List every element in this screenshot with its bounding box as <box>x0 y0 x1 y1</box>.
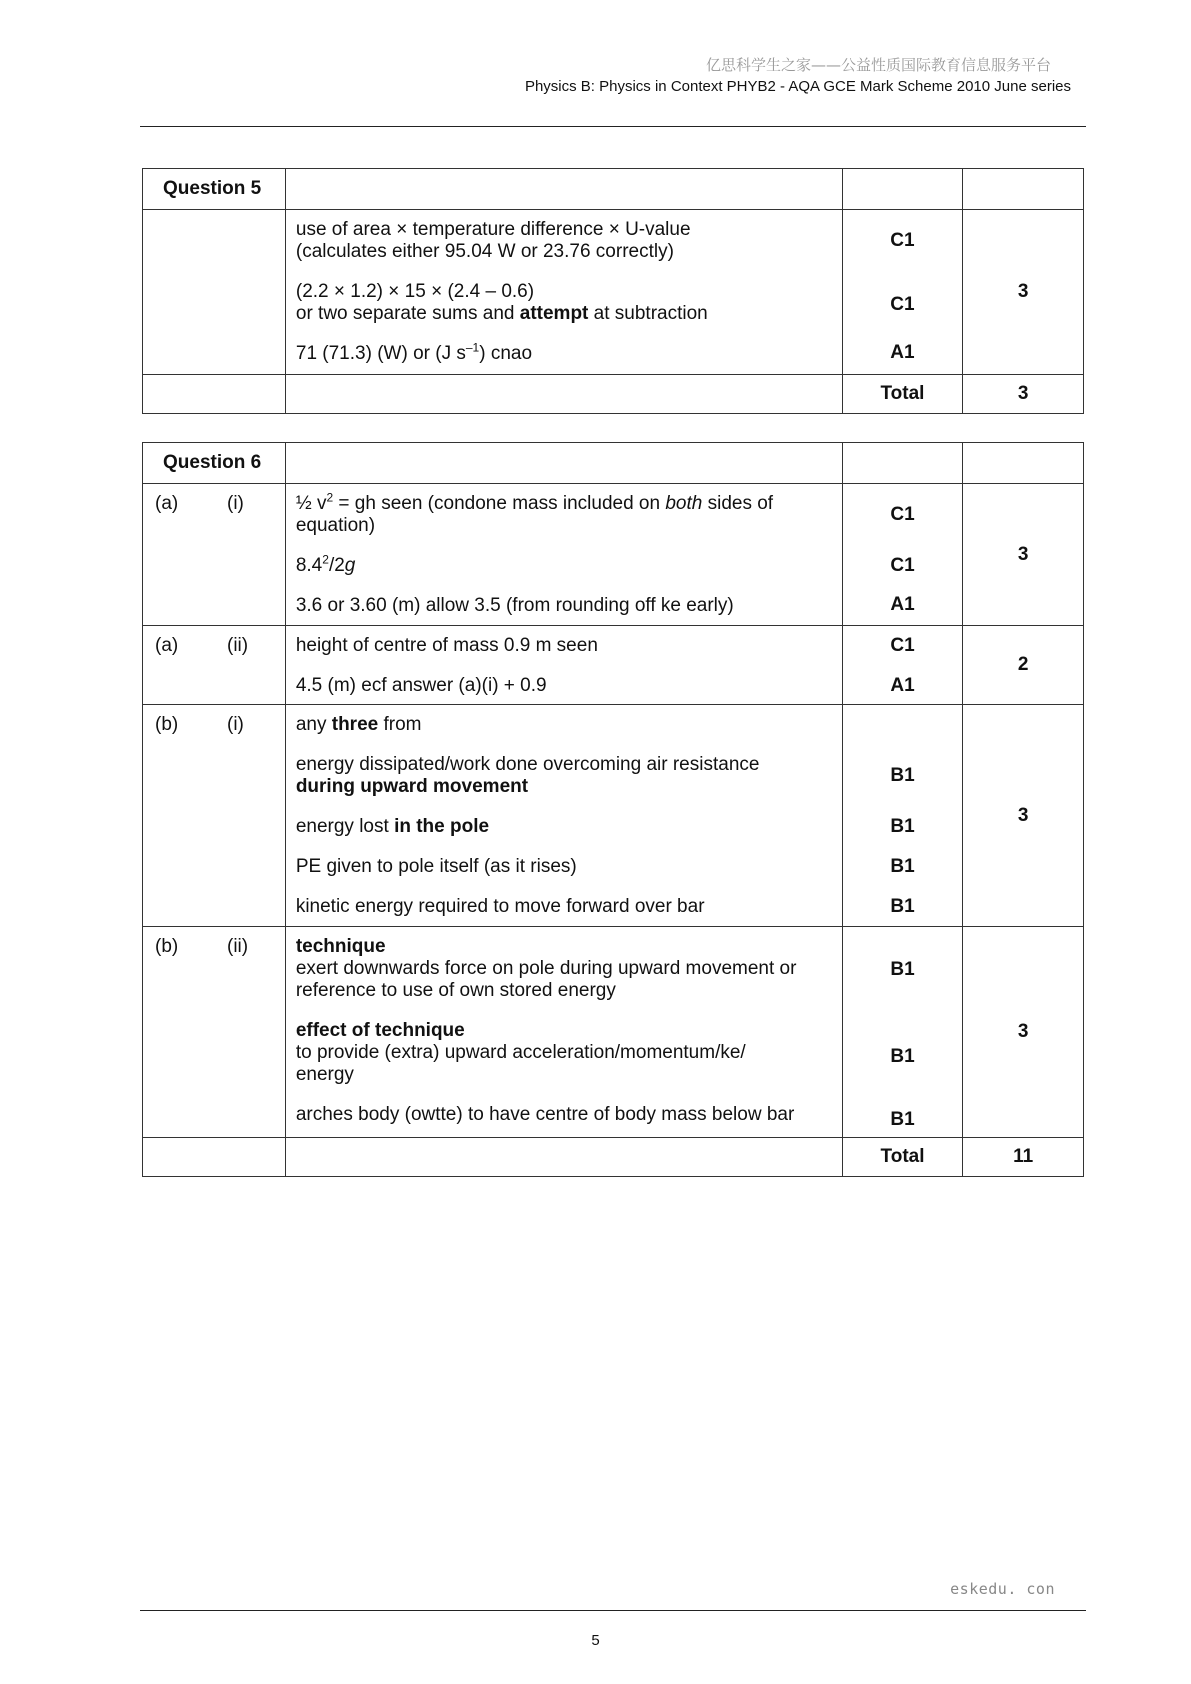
answer-line: any three from <box>295 714 422 735</box>
part-b-ii-total: 3 <box>963 927 1084 1138</box>
part-a-i-total: 3 <box>963 484 1084 626</box>
document-header-title: Physics B: Physics in Context PHYB2 - AQA GCE Mark Scheme 2010 June series <box>524 78 1071 95</box>
part-b-i-total: 3 <box>963 705 1084 927</box>
answer-line: energy dissipated/work done overcoming air resistance during upward movement <box>295 754 760 797</box>
part-label: (a) (i) <box>143 484 286 626</box>
answer-line: technique exert downwards force on pole during upward movement or reference to use of own stored energy <box>295 936 797 1001</box>
footer-watermark: eskedu. con <box>950 1580 1055 1598</box>
answer-line: PE given to pole itself (as it rises) <box>295 856 577 877</box>
mark-code: C1 <box>890 294 915 315</box>
question-5-table <box>142 168 1084 414</box>
part-b-ii-marks <box>842 927 963 1138</box>
answer-line: effect of technique to provide (extra) upward acceleration/momentum/ke/ energy <box>295 1020 746 1085</box>
part-label: (a) (ii) <box>143 626 286 705</box>
mark-code: C1 <box>890 504 915 525</box>
total-label: Total <box>842 1138 963 1177</box>
mark-code: B1 <box>890 1046 915 1067</box>
part-a-ii-answer <box>285 626 842 705</box>
header-divider <box>140 126 1086 127</box>
question-5-total: 3 <box>963 375 1084 414</box>
mark-code: B1 <box>890 1109 915 1130</box>
mark-code: C1 <box>890 635 915 656</box>
answer-line: 4.5 (m) ecf answer (a)(i) + 0.9 <box>295 675 547 696</box>
mark-code: C1 <box>890 555 915 576</box>
header-watermark: 亿思科学生之家——公益性质国际教育信息服务平台 <box>705 56 1051 74</box>
question-5-answer <box>285 210 842 375</box>
mark-code: A1 <box>890 342 915 363</box>
footer-divider <box>140 1610 1086 1611</box>
question-6-table <box>142 442 1084 1177</box>
answer-line: arches body (owtte) to have centre of body mass below bar <box>295 1104 795 1125</box>
answer-line: ½ $v^2$ = gh seen (condone mass included on both sides of equation) <box>295 490 774 536</box>
mark-code: A1 <box>890 594 915 615</box>
answer-line: 3.6 or 3.60 (m) allow 3.5 (from rounding off ke early) <box>295 595 734 616</box>
mark-code: B1 <box>890 856 915 877</box>
answer-line: use of area × temperature difference × U-value (calculates either 95.04 W or 23.76 correctly) <box>295 219 691 262</box>
part-b-i-marks <box>842 705 963 927</box>
mark-code: B1 <box>890 816 915 837</box>
page-number: 5 <box>591 1632 600 1649</box>
part-b-ii-answer <box>285 927 842 1138</box>
mark-code: B1 <box>890 765 915 786</box>
mark-code: B1 <box>890 959 915 980</box>
part-b-i-answer <box>285 705 842 927</box>
part-label: (b) (ii) <box>143 927 286 1138</box>
question-6-title: Question 6 <box>143 443 286 484</box>
part-a-i-marks <box>842 484 963 626</box>
answer-line: energy lost in the pole <box>295 816 490 837</box>
part-a-ii-marks <box>842 626 963 705</box>
mark-code: B1 <box>890 896 915 917</box>
mark-code: A1 <box>890 675 915 696</box>
question-5-subtotal: 3 <box>963 210 1084 375</box>
part-a-ii-total: 2 <box>963 626 1084 705</box>
answer-line: 71 (71.3) (W) or (J $s^{-1}$) cnao <box>295 340 533 364</box>
question-5-marks <box>842 210 963 375</box>
total-label: Total <box>842 375 963 414</box>
question-6-total: 11 <box>963 1138 1084 1177</box>
part-a-i-answer <box>285 484 842 626</box>
answer-line: $8.4^2/2g$ <box>295 552 356 576</box>
question-5-title: Question 5 <box>143 169 286 210</box>
answer-line: (2.2 × 1.2) × 15 × (2.4 – 0.6) or two separate sums and attempt at subtraction <box>295 281 708 324</box>
part-label: (b) (i) <box>143 705 286 927</box>
mark-code: C1 <box>890 230 915 251</box>
answer-line: height of centre of mass 0.9 m seen <box>295 635 598 656</box>
answer-line: kinetic energy required to move forward over bar <box>295 896 705 917</box>
